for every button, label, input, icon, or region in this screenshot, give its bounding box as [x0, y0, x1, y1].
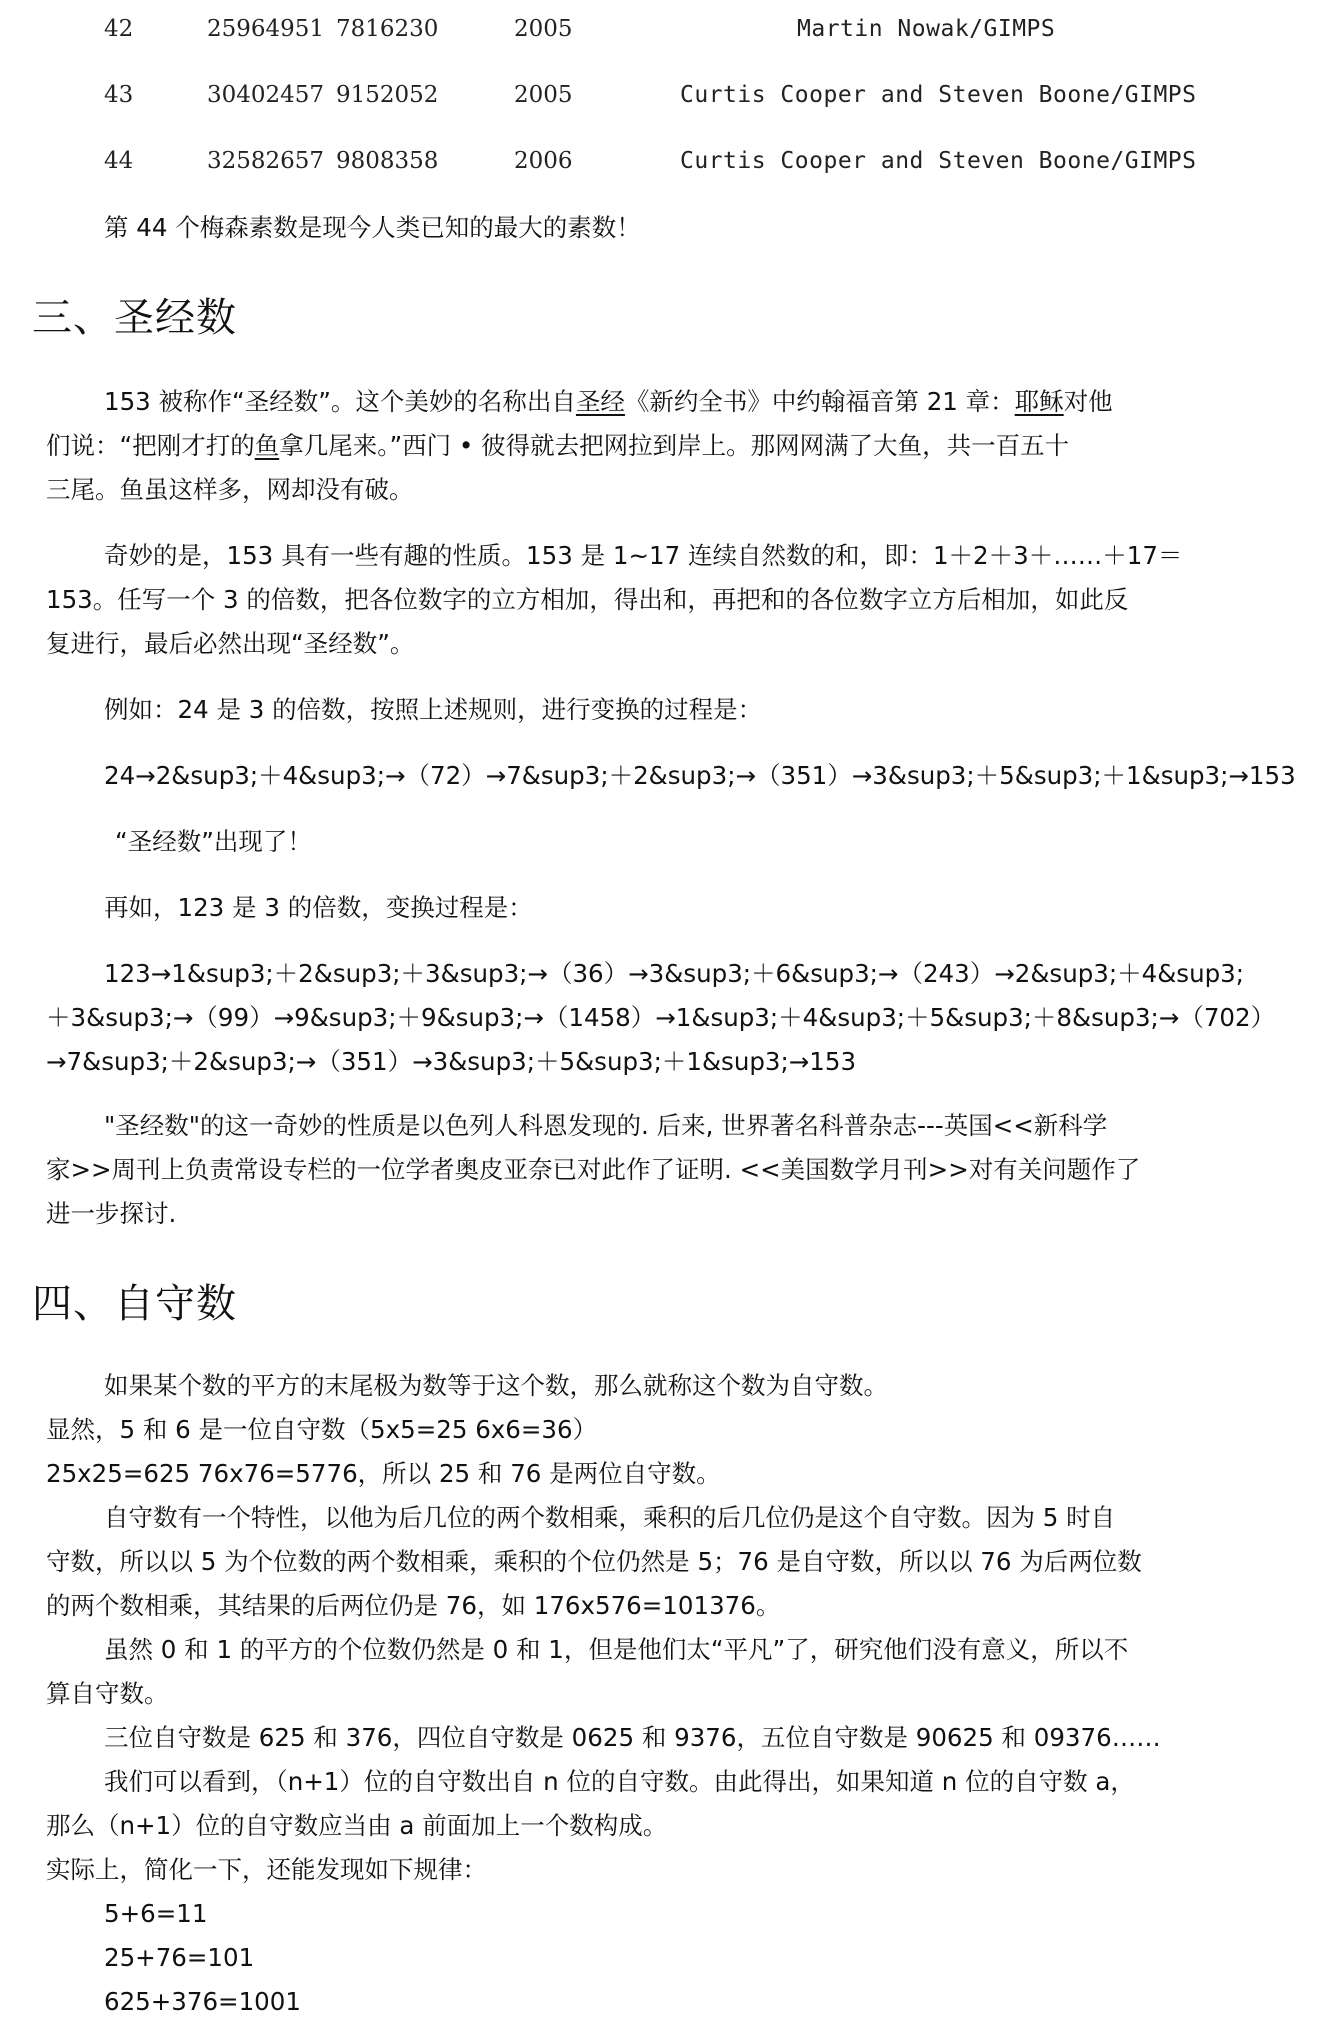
- link-bible[interactable]: 圣经: [575, 387, 625, 416]
- row-index: 44: [104, 148, 134, 174]
- paragraph-line: 25x25=625 76x76=5776，所以 25 和 76 是两位自守数。: [46, 1459, 721, 1488]
- formula-line: 24→2&sup3;＋4&sup3;→（72）→7&sup3;＋2&sup3;→（351）→3&sup3;＋5&sup3;＋1&sup3;→153: [104, 761, 1296, 790]
- row-exponent: 30402457: [207, 82, 325, 108]
- text-span: 对他: [1063, 387, 1113, 416]
- row-year: 2006: [514, 148, 573, 174]
- row-discoverer: Curtis Cooper and Steven Boone/GIMPS: [680, 82, 1197, 108]
- text-span: 拿几尾来。”西门 • 彼得就去把网拉到岸上。那网网满了大鱼，共一百五十: [279, 431, 1070, 460]
- formula-line: →7&sup3;＋2&sup3;→（351）→3&sup3;＋5&sup3;＋1&sup3;→153: [46, 1047, 857, 1076]
- paragraph-line: 例如：24 是 3 的倍数，按照上述规则，进行变换的过程是：: [104, 695, 763, 724]
- paragraph-line: 家>>周刊上负责常设专栏的一位学者奥皮亚奈已对此作了证明. <<美国数学月刊>>对有关问题作了: [46, 1155, 1141, 1184]
- equation-line: 625+376=1001: [104, 1987, 301, 2016]
- table-row: [0, 142, 1331, 182]
- row-index: 43: [104, 82, 134, 108]
- row-discoverer: Curtis Cooper and Steven Boone/GIMPS: [680, 148, 1197, 174]
- text-span: 《新约全书》中约翰福音第 21 章：: [624, 387, 1015, 416]
- row-digits: 9152052: [336, 82, 439, 108]
- table-row: [0, 10, 1331, 50]
- row-exponent: 25964951: [207, 16, 325, 42]
- paragraph-line: 复进行，最后必然出现“圣经数”。: [46, 629, 415, 658]
- paragraph-line: 实际上，简化一下，还能发现如下规律：: [46, 1855, 487, 1884]
- row-year: 2005: [514, 16, 573, 42]
- paragraph-line: 三位自守数是 625 和 376，四位自守数是 0625 和 9376，五位自守数是 90625 和 09376……: [104, 1723, 1161, 1752]
- text-span: 153 被称作“圣经数”。这个美妙的名称出自: [104, 387, 576, 416]
- paragraph-line: 奇妙的是，153 具有一些有趣的性质。153 是 1~17 连续自然数的和，即：1＋2＋3＋……＋17＝: [104, 541, 1183, 570]
- equation-line: 25+76=101: [104, 1943, 255, 1972]
- paragraph-line: 守数，所以以 5 为个位数的两个数相乘，乘积的个位仍然是 5；76 是自守数，所以以 76 为后两位数: [46, 1547, 1142, 1576]
- paragraph-line: [46, 424, 1069, 468]
- row-discoverer: Martin Nowak/GIMPS: [797, 16, 1056, 42]
- text-span: 们说：“把刚才打的: [46, 431, 255, 460]
- formula-line: ＋3&sup3;→（99）→9&sup3;＋9&sup3;→（1458）→1&sup3;＋4&sup3;＋5&sup3;＋8&sup3;→（702）: [46, 1003, 1276, 1032]
- paragraph-line: 虽然 0 和 1 的平方的个位数仍然是 0 和 1，但是他们太“平凡”了，研究他们没有意义，所以不: [104, 1635, 1129, 1664]
- paragraph-line: 自守数有一个特性，以他为后几位的两个数相乘，乘积的后几位仍是这个自守数。因为 5 时自: [104, 1503, 1116, 1532]
- paragraph-line: “圣经数”出现了！: [115, 827, 312, 856]
- paragraph-line: 算自守数。: [46, 1679, 169, 1708]
- paragraph-line: 那么（n+1）位的自守数应当由 a 前面加上一个数构成。: [46, 1811, 668, 1840]
- row-exponent: 32582657: [207, 148, 325, 174]
- paragraph-line: 再如，123 是 3 的倍数，变换过程是：: [104, 893, 533, 922]
- paragraph-line: 三尾。鱼虽这样多，网却没有破。: [46, 475, 414, 504]
- row-digits: 9808358: [336, 148, 439, 174]
- paragraph-line: 我们可以看到，（n+1）位的自守数出自 n 位的自守数。由此得出，如果知道 n 位的自守数 a，: [104, 1767, 1135, 1796]
- paragraph-line: 的两个数相乘，其结果的后两位仍是 76，如 176x576=101376。: [46, 1591, 781, 1620]
- row-year: 2005: [514, 82, 573, 108]
- link-jesus[interactable]: 耶稣: [1014, 387, 1064, 416]
- paragraph-line: 153。任写一个 3 的倍数，把各位数字的立方相加，得出和，再把和的各位数字立方后相加，如此反: [46, 585, 1129, 614]
- row-index: 42: [104, 16, 134, 42]
- section-heading: 三、圣经数: [32, 295, 237, 341]
- paragraph-line: "圣经数"的这一奇妙的性质是以色列人科恩发现的. 后来, 世界著名科普杂志---英国<<新科学: [104, 1111, 1108, 1140]
- paragraph-line: 如果某个数的平方的末尾极为数等于这个数，那么就称这个数为自守数。: [104, 1371, 888, 1400]
- link-fish[interactable]: 鱼: [254, 431, 280, 460]
- section-heading: 四、自守数: [32, 1281, 237, 1327]
- equation-line: 5+6=11: [104, 1899, 208, 1928]
- formula-line: 123→1&sup3;＋2&sup3;＋3&sup3;→（36）→3&sup3;＋6&sup3;→（243）→2&sup3;＋4&sup3;: [104, 959, 1244, 988]
- table-row: [0, 76, 1331, 116]
- table-note: 第 44 个梅森素数是现今人类已知的最大的素数！: [104, 213, 641, 242]
- paragraph-line: [104, 380, 1113, 424]
- row-digits: 7816230: [336, 16, 439, 42]
- paragraph-line: 进一步探讨.: [46, 1199, 177, 1228]
- paragraph-line: 显然，5 和 6 是一位自守数（5x5=25 6x6=36）: [46, 1415, 598, 1444]
